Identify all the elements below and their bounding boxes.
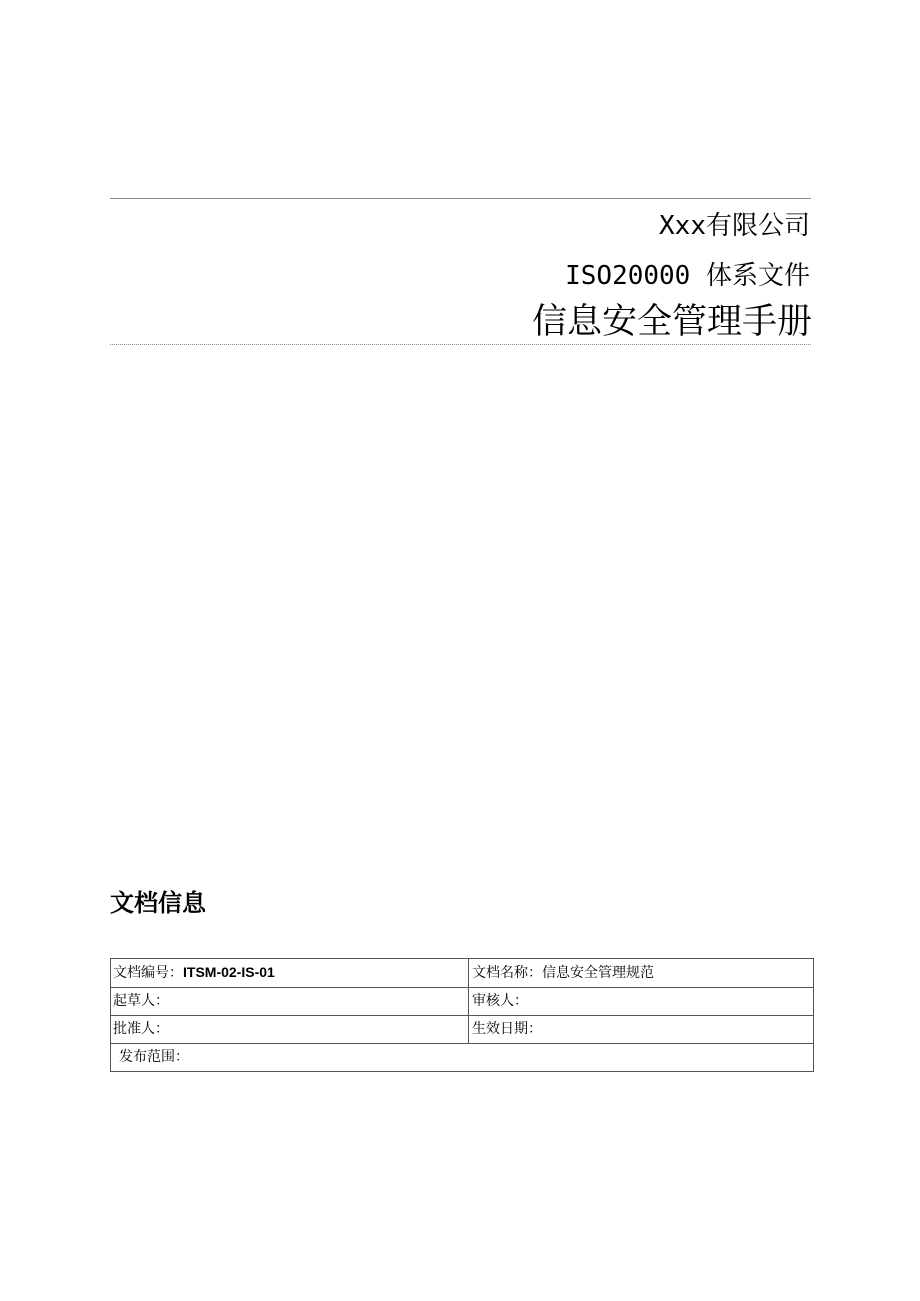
doc-number-label: 文档编号： <box>113 965 183 981</box>
header-bottom-rule <box>110 344 811 345</box>
doc-number-cell <box>111 959 469 988</box>
effective-date-label: 生效日期： <box>472 1021 542 1037</box>
table-row <box>111 988 814 1016</box>
table-row <box>111 1016 814 1044</box>
scope-label: 发布范围： <box>119 1049 189 1065</box>
doc-name-value: 信息安全管理规范 <box>542 964 654 981</box>
header-top-rule <box>110 198 811 199</box>
drafter-cell <box>111 988 469 1016</box>
document-info-table <box>110 958 814 1072</box>
drafter-label: 起草人： <box>113 993 169 1009</box>
reviewer-cell <box>469 988 814 1016</box>
doc-name-label: 文档名称： <box>472 964 542 981</box>
table-row <box>111 1044 814 1072</box>
system-document-label: ISO20000 体系文件 <box>565 261 810 291</box>
document-info-heading: 文档信息 <box>110 889 206 917</box>
effective-date-cell <box>469 1016 814 1044</box>
approver-label: 批准人： <box>113 1021 169 1037</box>
scope-cell <box>111 1044 814 1072</box>
reviewer-label: 审核人： <box>472 993 528 1009</box>
company-name: Xxx有限公司 <box>659 211 810 241</box>
table-row <box>111 959 814 988</box>
approver-cell <box>111 1016 469 1044</box>
doc-name-cell <box>469 959 814 988</box>
doc-number-value: ITSM-02-IS-01 <box>183 964 275 980</box>
document-title: 信息安全管理手册 <box>531 302 812 342</box>
